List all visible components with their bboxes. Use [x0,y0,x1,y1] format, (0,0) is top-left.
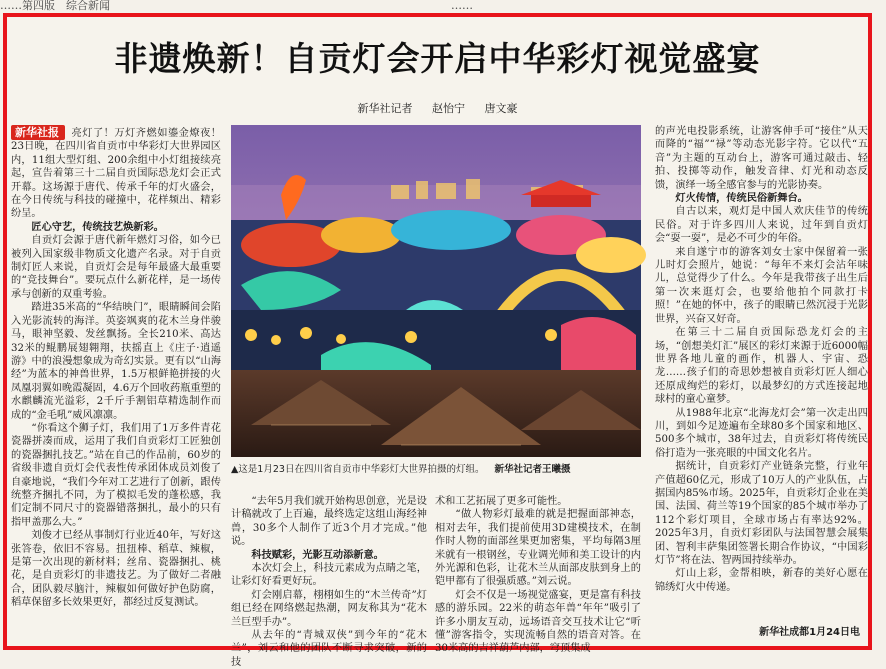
paragraph: 自古以来，观灯是中国人欢庆佳节的传统民俗。对于许多四川人来说，过年到自贡灯会“耍一耍”，是必不可少的年俗。 [655,206,868,245]
paragraph: 刘俊才已经从事制灯行业近40年，写好这张答卷，依旧不容易。扭扭棒、稻草、辣椒，是第一次出现的新材料；丝帛、瓷器捆扎、桃花，是自贡彩灯的非遗技艺。为了做好二者融合，团队毅尽脑汁，辣椒如何做好护色防腐，稻草保留多长效果更好，都经过反复测试。 [11,530,221,609]
paragraph: 来自遂宁市的游客刘女士家中保留着一张儿时灯会照片，她说：“每年不来灯会沾年味儿，总觉得少了什么。今年是我带孩子出生后第一次来逛灯会，也要给他拍个同款打卡照！”在她的怀中，孩子的眼睛已然沉浸于光影世界，兴奋又好奇。 [655,246,868,325]
paragraph: “你看这个狮子灯，我们用了1万多件青花瓷器拼凑而成，运用了我们自贡彩灯工匠独创的瓷器捆扎技艺。”站在自己的作品前，60岁的省级非遗自贡灯会代表性传承团体成员刘俊了自豪地说，“我们今年对工艺进行了创新，跟传统整齐捆扎不同，为了模拟毛发的蓬松感，我们定制不同尺寸的瓷器错落捆扎，最小的只有指甲盖那么大。” [11,422,221,528]
paragraph: 灯会刚启幕，栩栩如生的“木兰传奇”灯组已经在网络燃起热潮，网友称其为“花木兰巨型手办”。 [231,589,427,628]
xinhua-badge: 新华社报 [11,125,65,140]
paragraph: 从1988年北京“北海龙灯会”第一次走出四川，到如今足迹遍布全球80多个国家和地区、500多个城市，38年过去，自贡彩灯将传统民俗打造为一张亮眼的中国文化名片。 [655,407,868,459]
paragraph: “去年5月我们就开始构思创意，光是设计稿就改了上百遍，最终选定这组山海经神兽，30多个人制作了近3个月才完成。”他说。 [231,496,427,548]
author: 赵怡宁 [432,102,465,115]
column-right [655,125,868,648]
headline: 非遗焕新！自贡灯会开启中华彩灯视觉盛宴 [114,39,761,78]
lantern-photo [231,125,641,457]
paragraph: 自贡灯会源于唐代新年燃灯习俗，如今已被列入国家级非物质文化遗产名录。对于自贡制灯匠人来说，自贡灯会是每年最盛大最重要的“竞技舞台”。要玩点什么新花样，是一场传承与创新的双重考验。 [11,235,221,300]
column-mid-right [435,495,641,655]
paragraph: 本次灯会上，科技元素成为点睛之笔，让彩灯好看更好玩。 [231,563,427,588]
byline-prefix: 新华社记者 [357,102,413,115]
column-mid-left [231,495,427,668]
paragraph: 从去年的“青城双侠”到今年的“花木兰”，刘云和他的团队不断寻求突破，新的技 [231,630,427,668]
paragraph: “做人物彩灯最难的就是把握面部神态，相对去年，我们提前使用3D建模技术，在制作时人物的面部丝果更加密集，平均每隔3厘米就有一根钢丝，专业调光师和美工设计的内外光源和色彩，让花木兰从面部皮肤到身上的铠甲都有了很强质感。”刘云说。 [435,509,641,588]
author: 唐文豪 [484,102,518,115]
lead-paragraph: 亮灯了！万灯齐燃如鎏金燎夜！ 23日晚，在四川省自贡市中华彩灯大世界园区内，11组大型灯组、200余组中小灯组接续亮起，宣告着第三十二届自贡国际恐龙灯会正式开幕。这场源于唐代、传承千年的灯火盛会，在今日传统与科技的碰撞中，花样频出、精彩纷呈。 [11,128,232,220]
subhead: 科技赋彩，光影互动添新意。 [251,548,384,561]
caption-text: ▲这是1月23日在四川省自贡市中华彩灯大世界拍摄的灯组。 [231,464,485,475]
article-frame [3,13,872,668]
byline [7,100,868,116]
dateline: 新华社成都1月24日电 [759,627,860,638]
subhead: 灯火传情，传统民俗新舞台。 [675,192,808,205]
paragraph: 踏进35米高的“华结映门”，眼睛瞬间会陷入光影流转的海洋。英姿飒爽的花木兰身伴骏马，眼神坚毅、发丝飘扬。全长210米、高达32米的鲲鹏展翅翱翔，扶摇直上《庄子·逍遥游》中的浪漫想象成为奇幻实景。更有以“山海经”为蓝本的神兽世界，1.5万根鲜艳拼接的火凤凰羽翼如晚霞凝固，4.6万个回收药瓶重塑的水麒麟流光溢彩，2千斤手割铝草精选制作而成的“金毛吼”威风凛凛。 [11,302,221,421]
subhead: 匠心守艺，传统技艺焕新彩。 [31,220,164,233]
paragraph: 的声光电投影系统，让游客伸手可“接住”从天而降的“福”“禄”等动态光影字符。它以代“五音”为主题的互动台上，游客可通过敲击、轻拍、投掷等动作，触发音律、灯光和动态反馈，演绎一场全感官参与的光影协奏。 [655,126,868,191]
photo-credit: 新华社记者王曦摄 [494,464,571,475]
paragraph: 灯山上彩，金帮相映，新春的美好心愿在锦绣灯火中传递。 [655,568,868,593]
paragraph: 灯会不仅是一场视觉盛宴，更是富有科技感的游乐园。22米的萌态年兽“年年”吸引了许多小朋友互动，远场语音交互技术让它“听懂”游客指令，实现流畅自然的语音对答。在30米高的吉祥葫芦内部，穹顶集成 [435,589,641,655]
column-left [11,125,232,648]
top-strip: ……第四版 综合新闻 …… [0,0,473,12]
paragraph: 在第三十二届自贡国际恐龙灯会的主场，“创想美灯汇”展区的彩灯来源于近6000幅世界各地儿童的画作，机器人、宇宙、恐龙……孩子们的奇思妙想被自贡彩灯匠人细心还原成绚烂的彩灯，以最梦幻的方式连接起地球村的童心童梦。 [655,327,868,406]
paragraph: 术和工艺拓展了更多可能性。 [435,496,568,507]
photo-caption [231,461,641,475]
paragraph: 据统计，自贡彩灯产业链条完整，行业年产值超60亿元，形成了10万人的产业队伍，占据国内85%市场。2025年，自贡彩灯企业在美国、法国、荷兰等19个国家的85个城市举办了112个彩灯项目，全球市场占有率达92%。2025年3月，自贡灯彩团队与法国智慧会展集团、智利丰萨集团签署长期合作协议，“中国彩灯节”将在法、智两国持续举办。 [655,461,868,566]
